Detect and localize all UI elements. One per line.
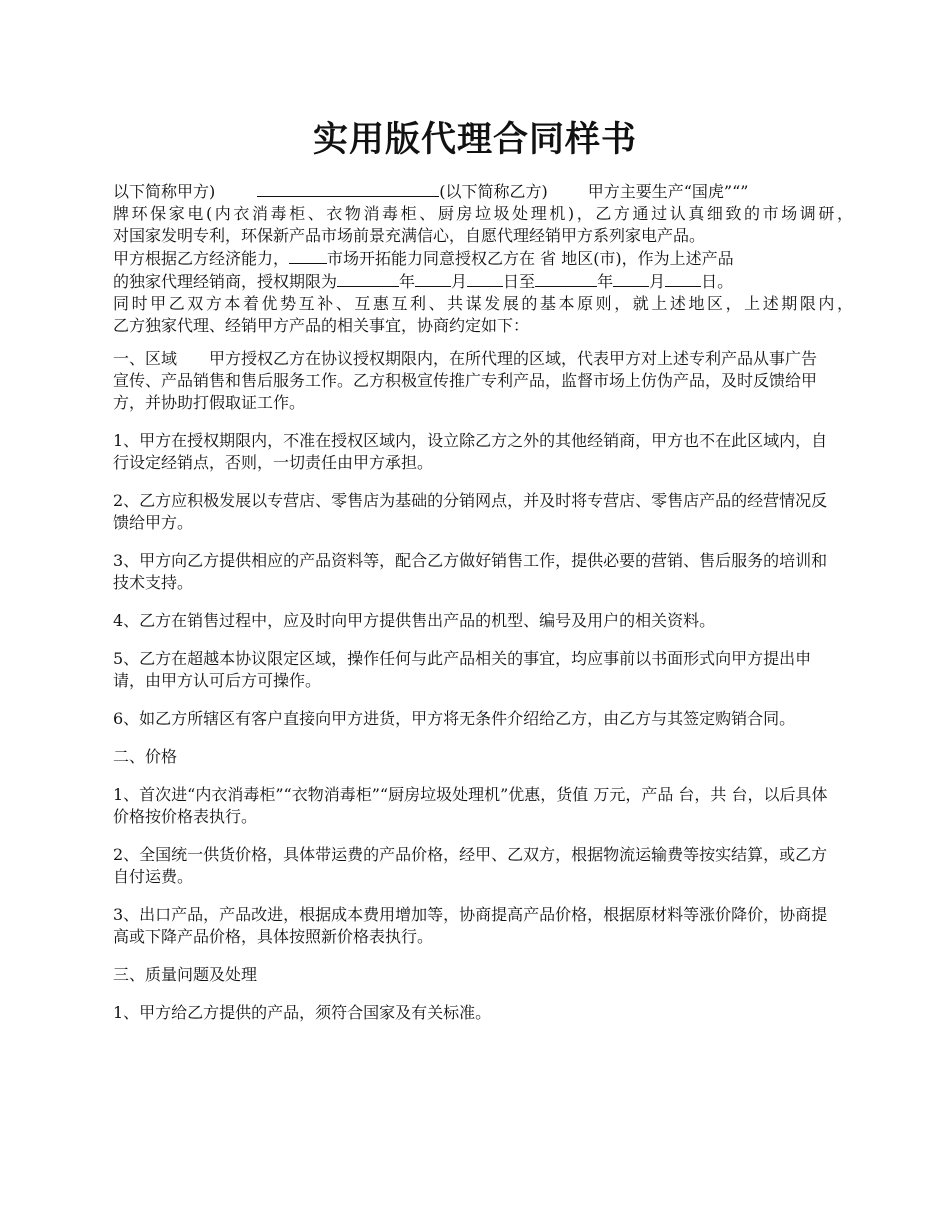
intro-line-4-post: 市场开拓能力同意授权乙方在 省 地区(市)，作为上述产品 (327, 249, 734, 268)
start-day-label: 日至 (503, 272, 536, 291)
start-year-blank (337, 270, 399, 287)
intro-line-7: 乙方独家代理、经销甲方产品的相关事宜，协商约定如下： (113, 316, 530, 335)
clause-2-3: 3、出口产品，产品改进，根据成本费用增加等，协商提高产品价格，根据原材料等涨价降价，协商提高或下降产品价格，具体按照新价格表执行。 (113, 905, 828, 946)
start-day-blank (467, 270, 503, 287)
intro-line-6: 同时甲乙双方本着优势互补、互惠互利、共谋发展的基本原则，就上述地区，上述期限内， (113, 294, 853, 313)
term-pre: 的独家代理经销商，授权期限为 (113, 272, 338, 291)
intro-product-brand: 甲方主要生产“国虎”“” (587, 182, 749, 201)
intro-party-b: (以下简称乙方) (439, 182, 548, 201)
clause-3-1: 1、甲方给乙方提供的产品，须符合国家及有关标准。 (113, 1003, 492, 1022)
section-2-heading: 二、价格 (113, 747, 178, 766)
document-body (113, 180, 853, 1040)
clause-1-2: 2、乙方应积极发展以专营店、零售店为基础的分销网点，并及时将专营店、零售店产品的经营情况反馈给甲方。 (113, 491, 828, 532)
start-month-label: 月 (451, 272, 468, 291)
start-month-blank (415, 270, 451, 287)
clause-1-1: 1、甲方在授权期限内，不准在授权区域内，设立除乙方之外的其他经销商，甲方也不在此区域内，自行设定经销点，否则，一切责任由甲方承担。 (113, 431, 828, 472)
intro-line-5 (113, 270, 853, 293)
party-b-name-blank (257, 180, 439, 197)
intro-line-3: 对国家发明专利，环保新产品市场前景充满信心，自愿代理经销甲方系列家电产品。 (113, 226, 706, 245)
intro-line-2: 牌环保家电(内衣消毒柜、衣物消毒柜、厨房垃圾处理机)，乙方通过认真细致的市场调研， (113, 204, 853, 223)
intro-line-1 (113, 180, 853, 203)
end-day-blank (665, 270, 701, 287)
end-year-label: 年 (597, 272, 614, 291)
clause-2-1: 1、首次进“内衣消毒柜”“衣物消毒柜”“厨房垃圾处理机”优惠，货值 万元，产品 台，共 台，以后具体价格按价格表执行。 (113, 785, 828, 826)
end-month-label: 月 (649, 272, 666, 291)
end-month-blank (613, 270, 649, 287)
section-1-region: 一、区域 甲方授权乙方在协议授权期限内，在所代理的区域，代表甲方对上述专利产品从事广告宣传、产品销售和售后服务工作。乙方积极宣传推广专利产品，监督市场上仿伪产品，及时反馈给甲方，并协助打假取证工作。 (113, 349, 818, 412)
document-title: 实用版代理合同样书 (312, 119, 637, 160)
section-3-heading: 三、质量问题及处理 (113, 965, 258, 984)
intro-block (113, 180, 853, 337)
clause-2-2: 2、全国统一供货价格，具体带运费的产品价格，经甲、乙双方，根据物流运输费等按实结算，或乙方自付运费。 (113, 845, 828, 886)
end-year-blank (535, 270, 597, 287)
clause-1-5: 5、乙方在超越本协议限定区域，操作任何与此产品相关的事宜，均应事前以书面形式向甲方提出申请，由甲方认可后方可操作。 (113, 649, 812, 690)
end-day-label: 日。 (701, 272, 734, 291)
start-year-label: 年 (399, 272, 416, 291)
clause-1-4: 4、乙方在销售过程中，应及时向甲方提供售出产品的机型、编号及用户的相关资料。 (113, 611, 716, 630)
intro-party-a: 以下简称甲方) (113, 182, 216, 201)
intro-line-4-pre: 甲方根据乙方经济能力， (113, 249, 290, 268)
capacity-blank (289, 247, 327, 264)
clause-1-3: 3、甲方向乙方提供相应的产品资料等，配合乙方做好销售工作，提供必要的营销、售后服务的培训和技术支持。 (113, 551, 828, 592)
intro-line-4 (113, 247, 853, 270)
clause-1-6: 6、如乙方所辖区有客户直接向甲方进货，甲方将无条件介绍给乙方，由乙方与其签定购销合同。 (113, 709, 796, 728)
